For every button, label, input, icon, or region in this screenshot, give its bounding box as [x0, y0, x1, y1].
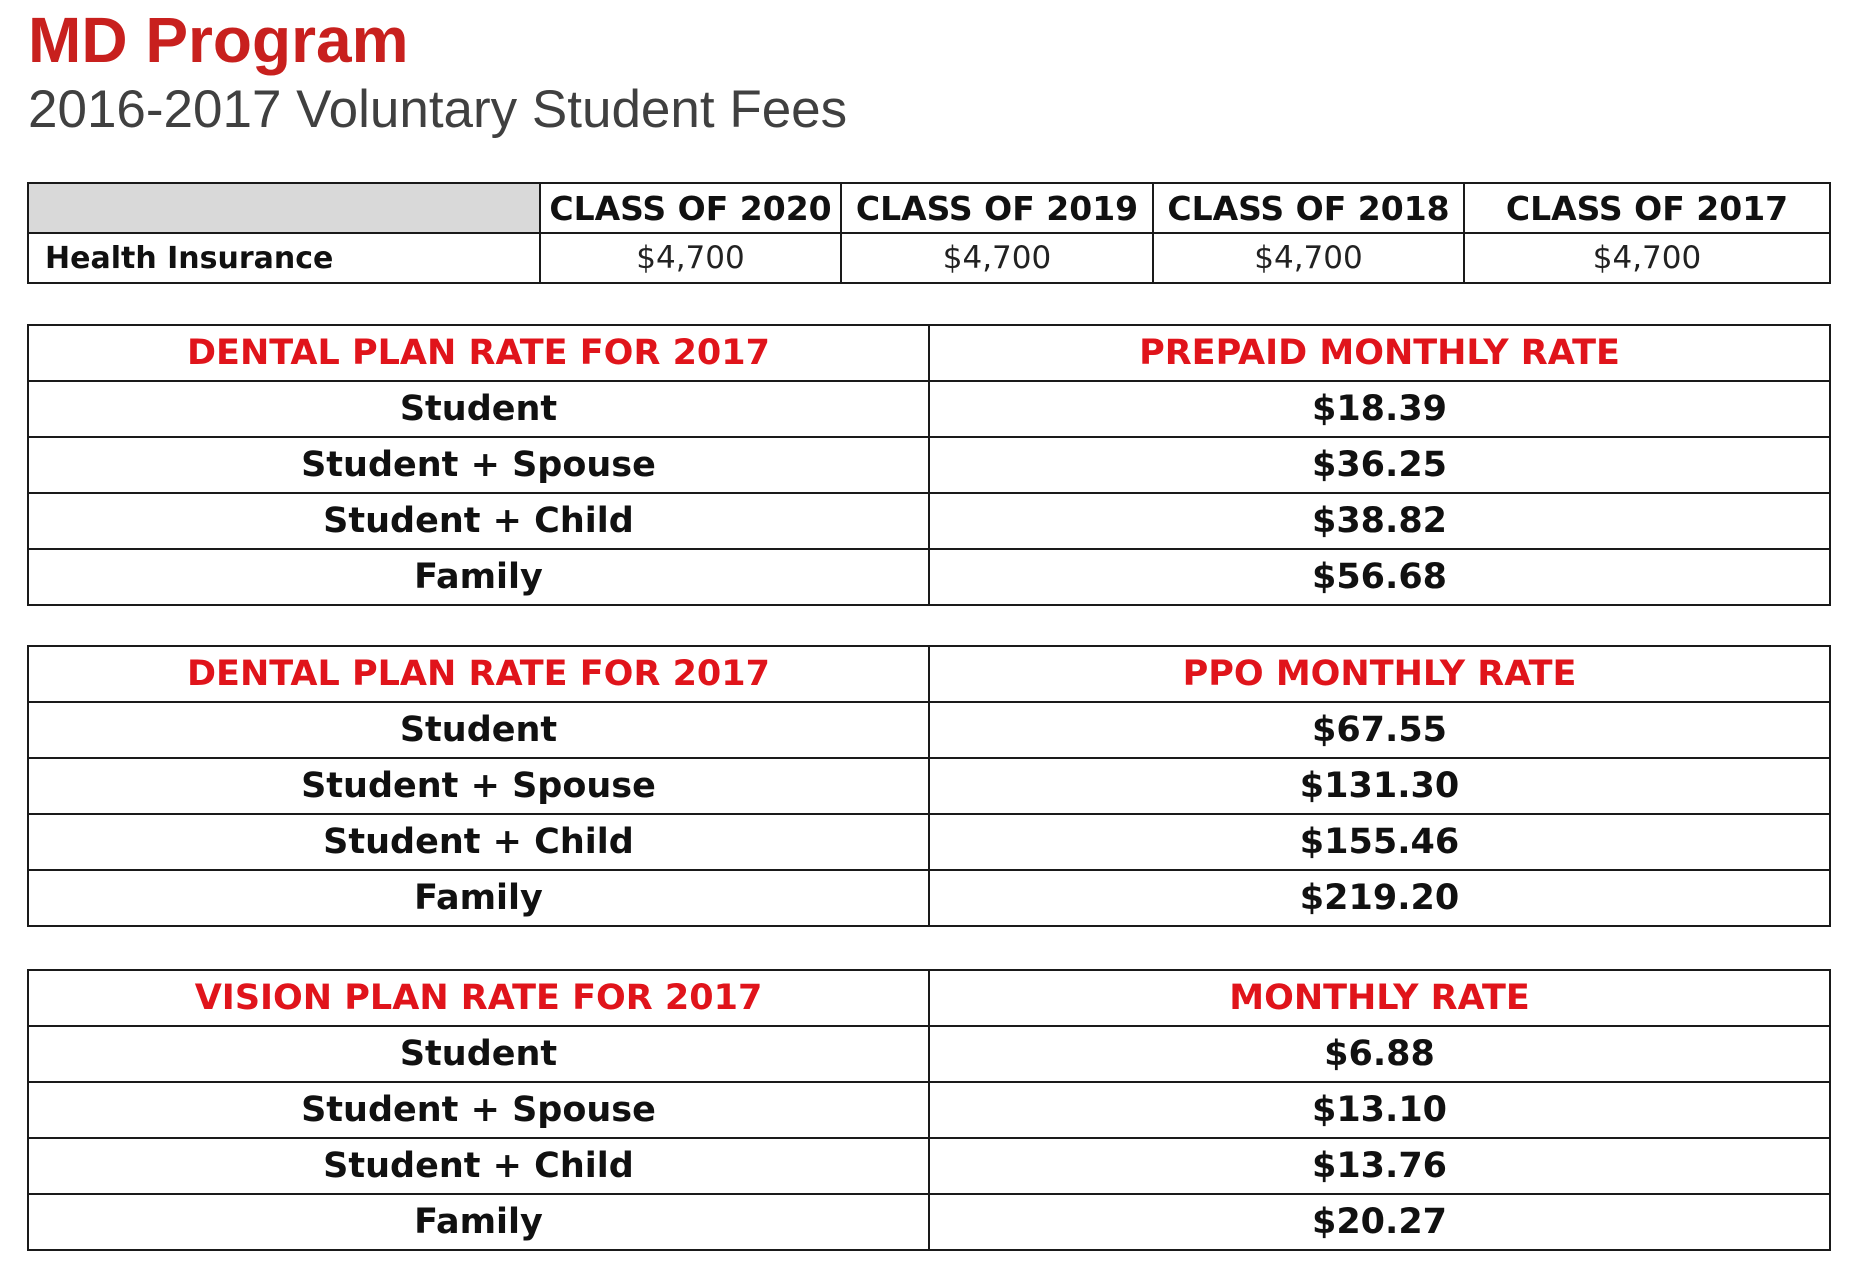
coverage-label: Family: [28, 1194, 929, 1250]
table-header-row: [28, 183, 1830, 233]
table-header-row: [28, 970, 1830, 1026]
health-fee-class-2019: $4,700: [841, 233, 1153, 283]
monthly-rate: $36.25: [929, 437, 1830, 493]
monthly-rate: $13.10: [929, 1082, 1830, 1138]
coverage-label: Student + Spouse: [28, 758, 929, 814]
table-row: [28, 437, 1830, 493]
dental-prepaid-table: [27, 324, 1831, 606]
table-header-row: [28, 325, 1830, 381]
monthly-rate: $131.30: [929, 758, 1830, 814]
table-header-row: [28, 646, 1830, 702]
dental-prepaid-header-rate: PREPAID MONTHLY RATE: [929, 325, 1830, 381]
coverage-label: Student: [28, 1026, 929, 1082]
monthly-rate: $219.20: [929, 870, 1830, 926]
column-header-class-2020: CLASS OF 2020: [540, 183, 841, 233]
coverage-label: Student + Child: [28, 1138, 929, 1194]
dental-prepaid-header-plan: DENTAL PLAN RATE FOR 2017: [28, 325, 929, 381]
coverage-label: Student + Spouse: [28, 437, 929, 493]
coverage-label: Student: [28, 381, 929, 437]
coverage-label: Family: [28, 549, 929, 605]
monthly-rate: $38.82: [929, 493, 1830, 549]
health-insurance-table: [27, 182, 1831, 284]
coverage-label: Family: [28, 870, 929, 926]
health-fee-class-2018: $4,700: [1153, 233, 1464, 283]
table-row: [28, 1194, 1830, 1250]
table-row: [28, 814, 1830, 870]
blank-header-cell: [28, 183, 540, 233]
monthly-rate: $155.46: [929, 814, 1830, 870]
monthly-rate: $6.88: [929, 1026, 1830, 1082]
page-subtitle: 2016-2017 Voluntary Student Fees: [28, 80, 848, 139]
coverage-label: Student: [28, 702, 929, 758]
table-row: [28, 702, 1830, 758]
dental-ppo-header-plan: DENTAL PLAN RATE FOR 2017: [28, 646, 929, 702]
vision-plan-table: [27, 969, 1831, 1251]
page-title: MD Program: [28, 4, 409, 76]
health-fee-class-2017: $4,700: [1464, 233, 1830, 283]
dental-ppo-table: [27, 645, 1831, 927]
column-header-class-2019: CLASS OF 2019: [841, 183, 1153, 233]
monthly-rate: $20.27: [929, 1194, 1830, 1250]
table-row: [28, 758, 1830, 814]
coverage-label: Student + Child: [28, 814, 929, 870]
column-header-class-2017: CLASS OF 2017: [1464, 183, 1830, 233]
coverage-label: Student + Child: [28, 493, 929, 549]
table-row: [28, 1082, 1830, 1138]
table-row: [28, 1138, 1830, 1194]
monthly-rate: $18.39: [929, 381, 1830, 437]
column-header-class-2018: CLASS OF 2018: [1153, 183, 1464, 233]
monthly-rate: $67.55: [929, 702, 1830, 758]
monthly-rate: $56.68: [929, 549, 1830, 605]
coverage-label: Student + Spouse: [28, 1082, 929, 1138]
vision-header-rate: MONTHLY RATE: [929, 970, 1830, 1026]
row-label-health-insurance: Health Insurance: [28, 233, 540, 283]
health-fee-class-2020: $4,700: [540, 233, 841, 283]
table-row: [28, 381, 1830, 437]
vision-header-plan: VISION PLAN RATE FOR 2017: [28, 970, 929, 1026]
monthly-rate: $13.76: [929, 1138, 1830, 1194]
table-row: [28, 1026, 1830, 1082]
table-row: [28, 870, 1830, 926]
dental-ppo-header-rate: PPO MONTHLY RATE: [929, 646, 1830, 702]
table-row: [28, 549, 1830, 605]
table-row: [28, 233, 1830, 283]
table-row: [28, 493, 1830, 549]
